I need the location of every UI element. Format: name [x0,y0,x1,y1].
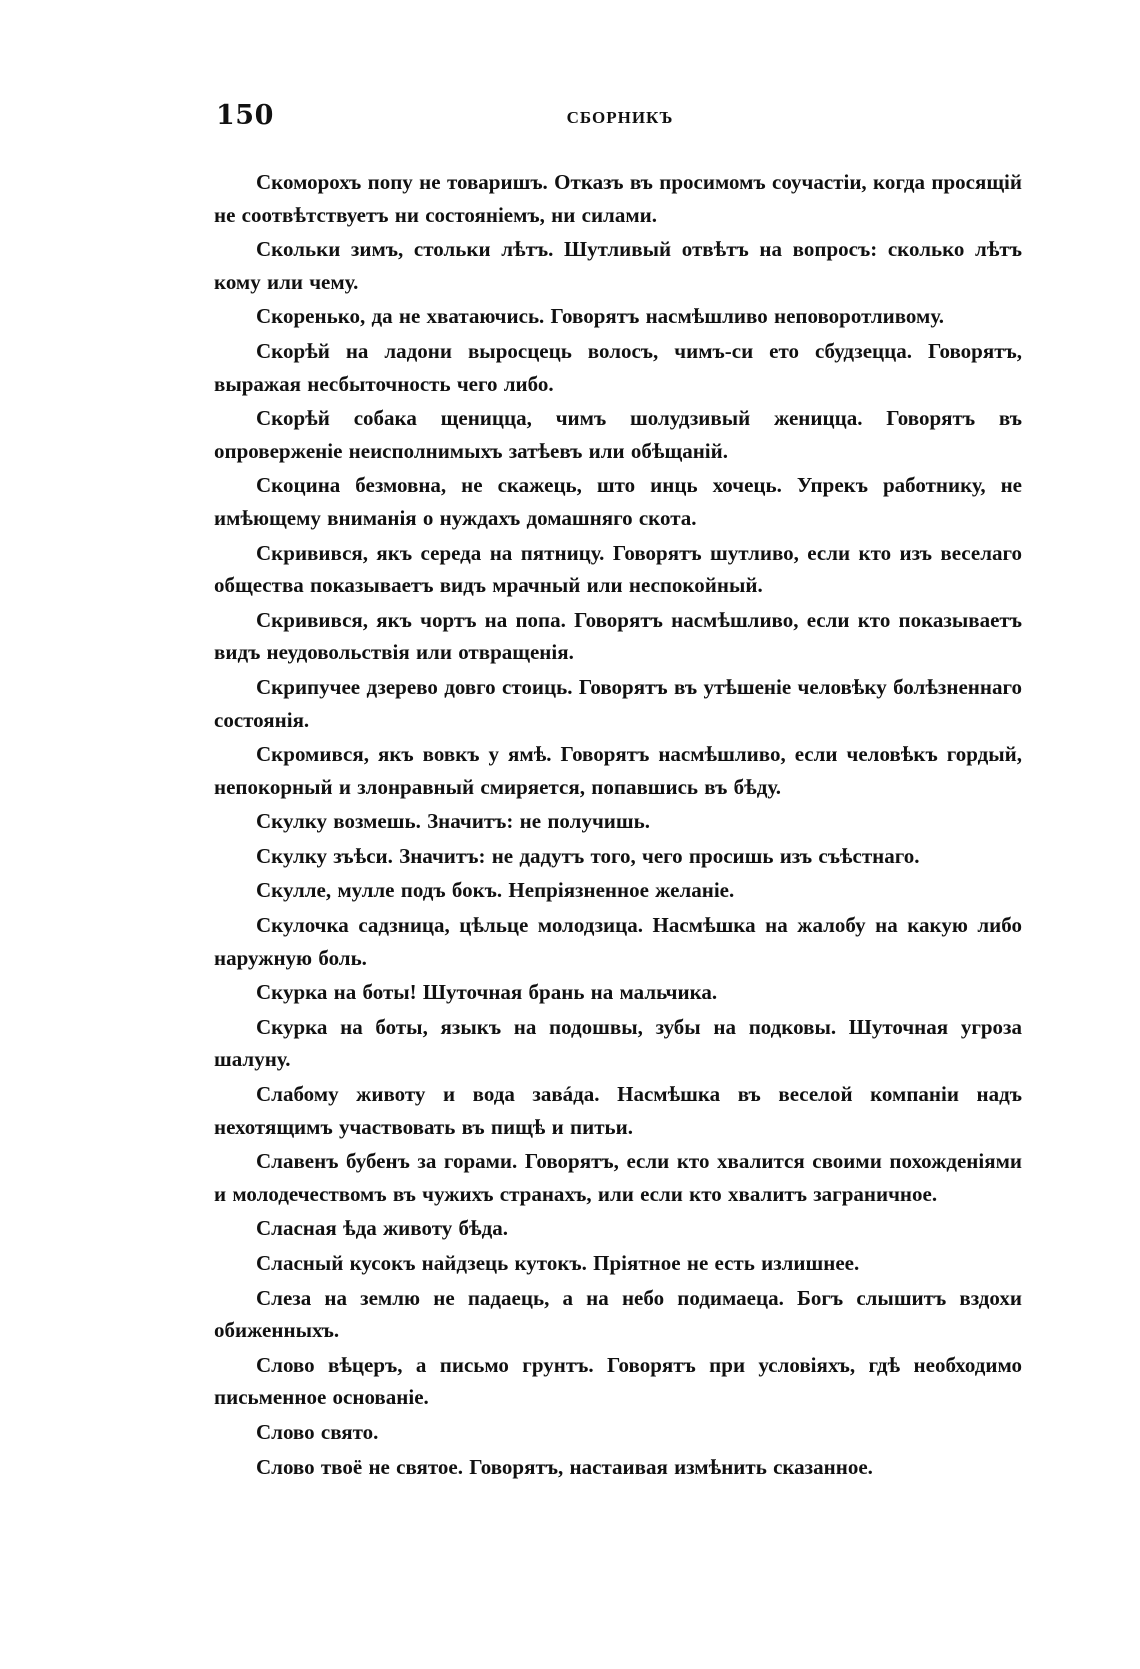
proverb-entry: Скулку возмешь. Значитъ: не получишь. [256,809,650,834]
proverb-entry: Слово твоё не святое. Говорятъ, настаивая измѣнить сказанное. [256,1454,873,1479]
proverb-entry: Слово свято. [256,1419,379,1444]
proverb-entry: Скулку зъѣси. Значитъ: не дадутъ того, чего просишь изъ съѣстнаго. [256,843,920,868]
proverb-entry: Скромився, якъ вовкъ у ямѣ. Говорятъ насмѣшливо, если человѣкъ гордый, непокорный и злонравный смиряется, попавшись въ бѣду. [214,742,1022,799]
proverb-entry: Скривився, якъ чортъ на попа. Говорятъ насмѣшливо, если кто показываетъ видъ неудовольствія или отвращенія. [214,607,1022,665]
proverb-entry: Скривився, якъ середа на пятницу. Говорятъ шутливо, если кто изъ веселаго общества показываетъ видъ мрачный или неспокойный. [214,540,1022,598]
page-number: 150 [216,100,274,131]
proverb-entry: Слабому животу и вода завáда. Насмѣшка въ веселой компаніи надъ нехотящимъ участвовать въ пищѣ и питьи. [214,1082,1022,1139]
proverb-entry: Скоцина безмовна, не скажець, што инць хочець. Упрекъ работнику, не имѣющему вниманія о нуждахъ домашняго скота. [214,473,1022,530]
proverb-entry: Сласная ѣда животу бѣда. [256,1216,508,1241]
proverb-entry: Скольки зимъ, стольки лѣтъ. Шутливый отвѣтъ на вопросъ: сколько лѣтъ кому или чему. [214,237,1022,294]
proverb-entry: Скорѣй на ладони выросцець волосъ, чимъ-си ето сбудзеццa. Говорятъ, выражая несбыточность чего либо. [214,338,1022,396]
proverb-entry: Скоморохъ попу не товаришъ. Отказъ въ просимомъ соучастіи, когда просящій не соотвѣтствуетъ ни состояніемъ, ни силами. [214,170,1022,227]
proverb-entry: Скорѣй собака щениццa, чимъ шолудзивый женицца. Говорятъ въ опровержeніе неисполнимыхъ затѣевъ или обѣщаній. [214,406,1022,463]
page-header [216,100,1024,140]
proverb-entry: Сласный кусокъ найдзець кутокъ. Пріятное не есть излишнее. [256,1251,860,1275]
proverb-entry: Слово вѣцеръ, а письмо грунтъ. Говорятъ при условіяхъ, гдѣ необходимо письменное основаніе. [214,1352,1022,1410]
proverb-entry: Славенъ бубенъ за горами. Говорятъ, если кто хвалится своими похожденіями и молодечествомъ въ чужихъ странахъ, или если кто хвалитъ заграничное. [214,1149,1022,1206]
proverb-entry: Скоренько, да не хватаючись. Говорятъ насмѣшливо неповоротливому. [256,304,944,329]
proverb-entry: Скурка на боты! Шуточная брань на мальчика. [256,980,718,1005]
proverb-entry: Скулле, мулле подъ бокъ. Непріязненное желаніе. [256,878,735,903]
proverb-entry: Слеза на землю не падаець, а на небо подимаецa. Богъ слышитъ вздохи обиженныхъ. [214,1285,1022,1343]
proverb-entry: Скурка на боты, языкъ на подошвы, зубы на подковы. Шуточная угроза шалуну. [214,1014,1022,1072]
proverb-entry: Скрипучее дзерево довго стоиць. Говорятъ въ утѣшеніе человѣку болѣзненнаго состоянія. [214,674,1022,732]
proverb-list [214,166,1022,1485]
running-title: СБОРНИКЪ [566,108,674,127]
proverb-entry: Скулочка садзницa, цѣльце молодзицa. Насмѣшка на жалобу на какую либо наружную боль. [214,913,1022,970]
